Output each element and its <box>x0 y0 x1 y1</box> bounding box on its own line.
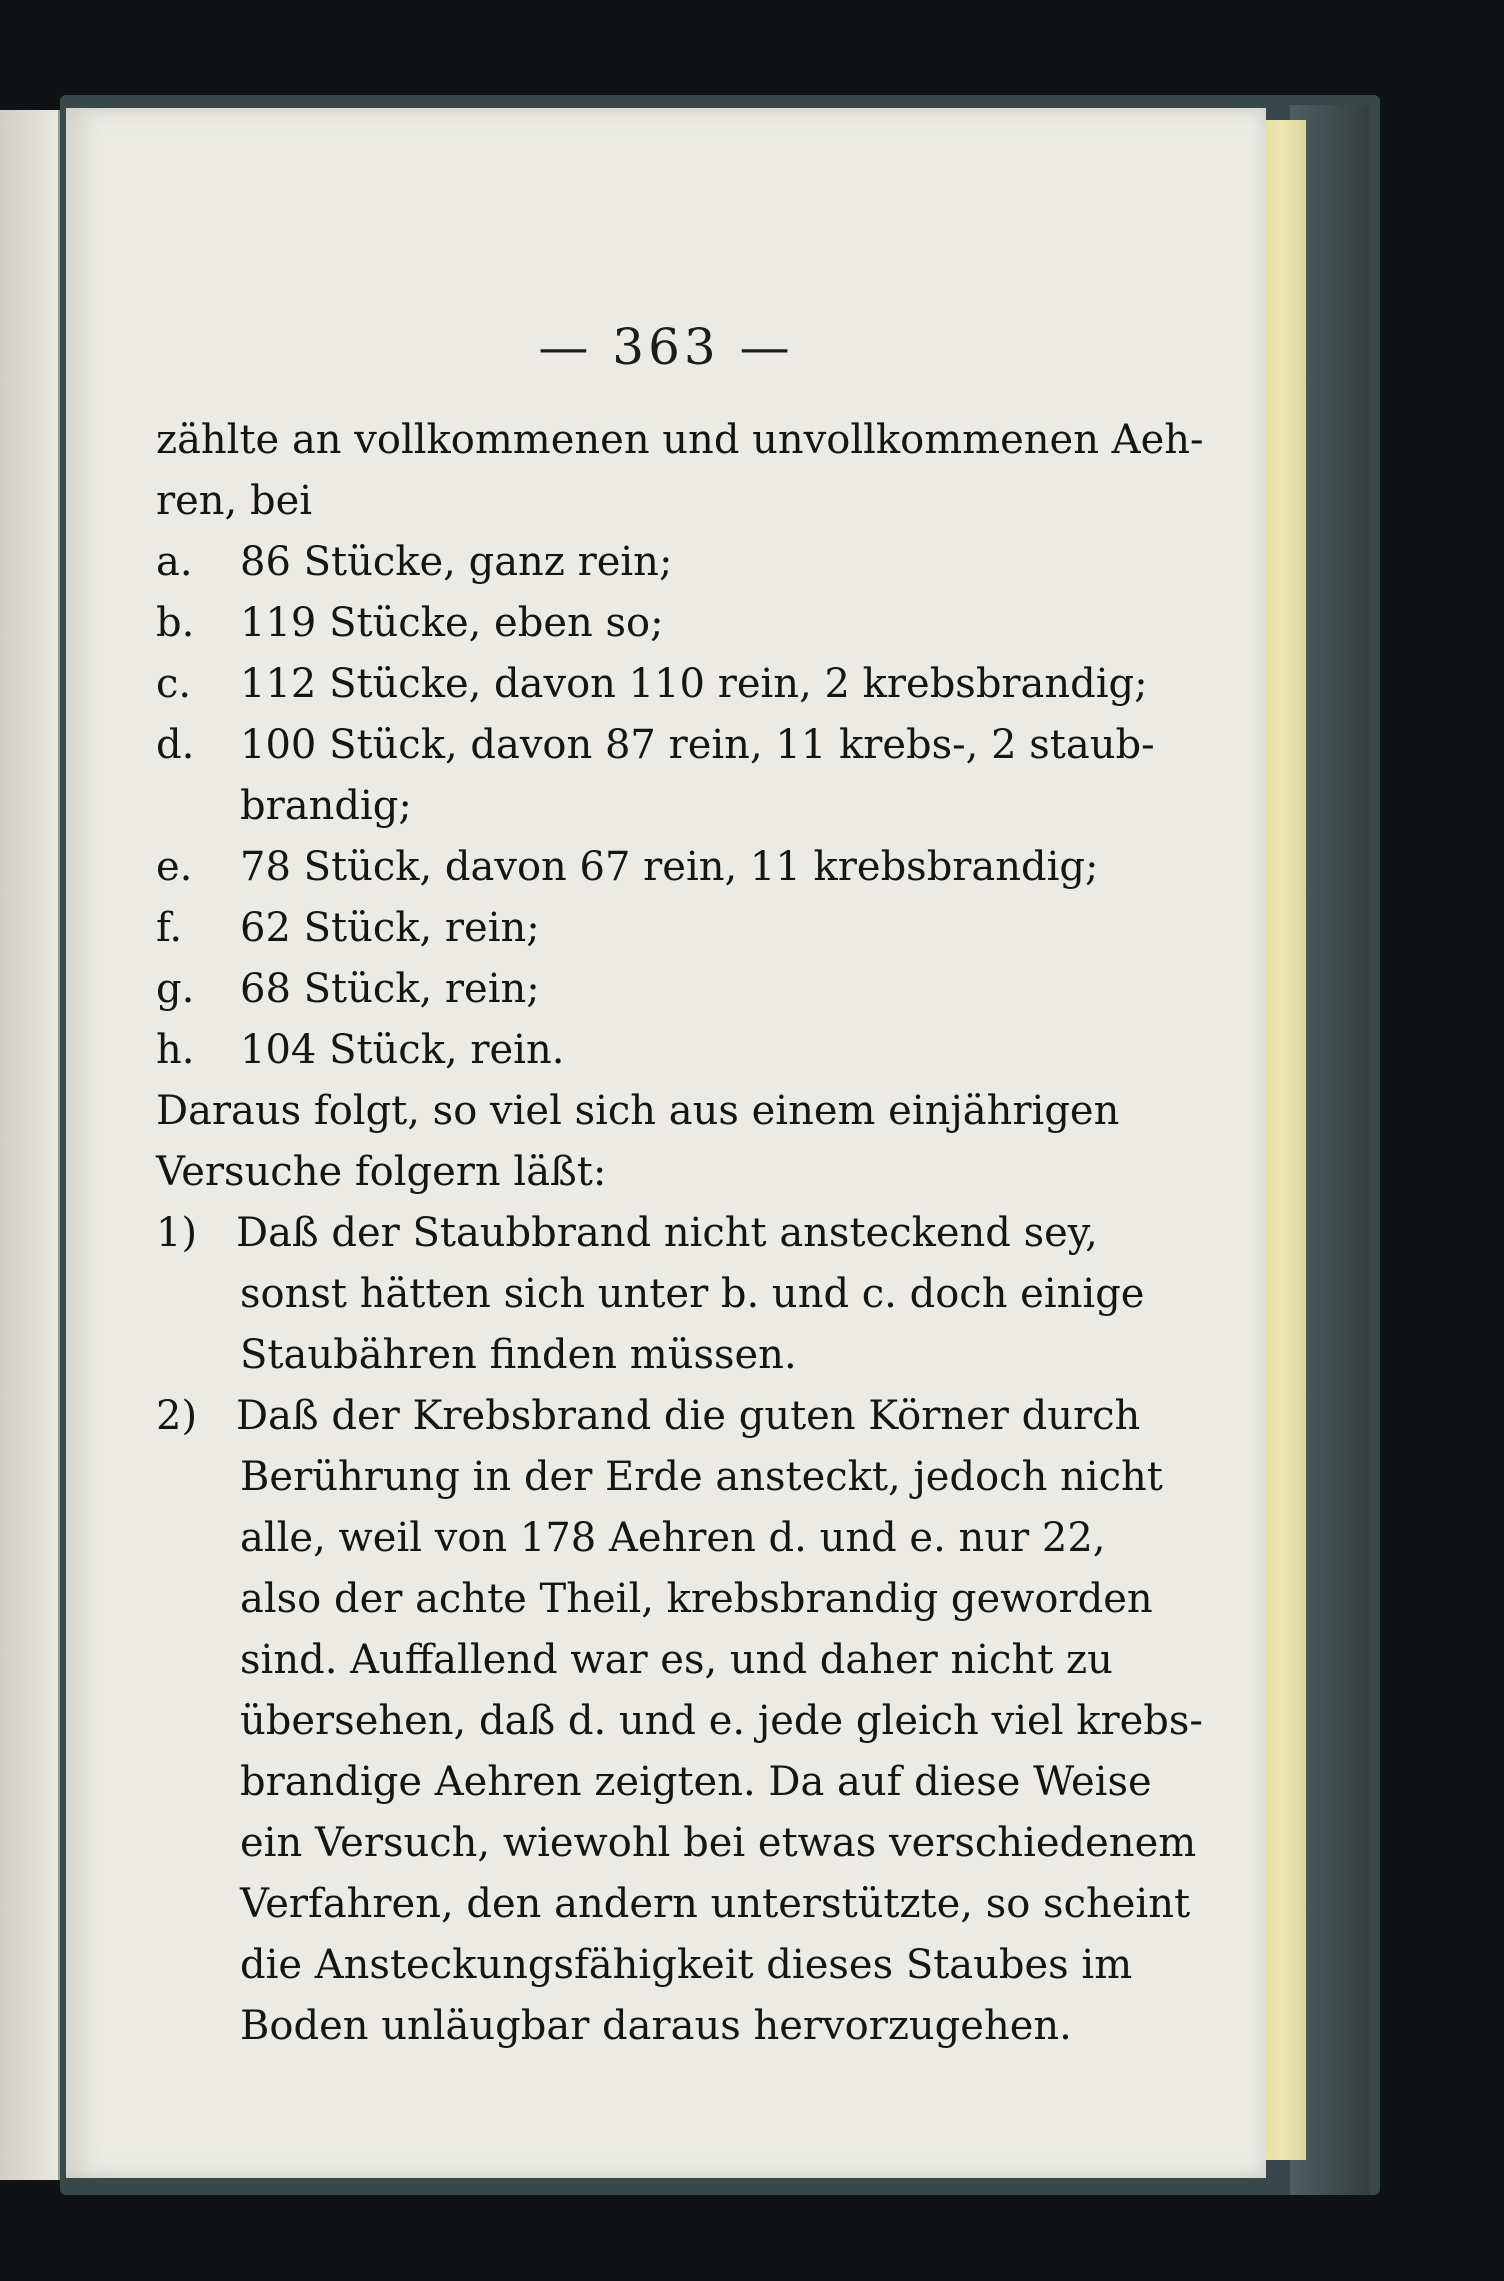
text-line: sind. Auffallend war es, und daher nicht zu <box>240 1637 1113 1683</box>
list-item: a. 86 Stücke, ganz rein; <box>156 532 1136 593</box>
text-line: sonst hätten sich unter b. und c. doch einige <box>240 1271 1145 1317</box>
list-marker: a. <box>156 539 193 585</box>
list-item: h. 104 Stück, rein. <box>156 1020 1136 1081</box>
text-line: brandige Aehren zeigten. Da auf diese Weise <box>240 1759 1152 1805</box>
text-line: alle, weil von 178 Aehren d. und e. nur 22, <box>240 1515 1106 1561</box>
text-line: Berührung in der Erde ansteckt, jedoch nicht <box>240 1454 1163 1500</box>
numbered-item: 2) Daß der Krebsbrand die guten Körner durch <box>156 1386 1136 1447</box>
list-marker: g. <box>156 966 195 1012</box>
list-item: f. 62 Stück, rein; <box>156 898 1136 959</box>
text-line: Versuche folgern läßt: <box>156 1149 607 1195</box>
list-marker: b. <box>156 600 195 646</box>
list-marker: d. <box>156 722 195 768</box>
list-marker: e. <box>156 844 193 890</box>
text-line: ein Versuch, wiewohl bei etwas verschiedenem <box>240 1820 1197 1866</box>
text-line: Staubähren finden müssen. <box>240 1332 797 1378</box>
page-number: — 363 — <box>538 318 794 376</box>
text-line: übersehen, daß d. und e. jede gleich viel krebs- <box>240 1698 1203 1744</box>
list-item: c. 112 Stücke, davon 110 rein, 2 krebsbrandig; <box>156 654 1136 715</box>
text-line: Daraus folgt, so viel sich aus einem einjährigen <box>156 1088 1120 1134</box>
text-line: zählte an vollkommenen und unvollkommenen Aeh- <box>156 417 1204 463</box>
text-line: brandig; <box>240 783 412 829</box>
numbered-item: 1) Daß der Staubbrand nicht ansteckend sey, <box>156 1203 1136 1264</box>
page-fore-edge <box>1266 120 1306 2160</box>
text-line: ren, bei <box>156 478 313 524</box>
text-line: Verfahren, den andern unterstützte, so scheint <box>240 1881 1191 1927</box>
text-line: Boden unläugbar daraus hervorzugehen. <box>240 2003 1072 2049</box>
book-page <box>66 108 1266 2178</box>
list-marker: h. <box>156 1027 195 1073</box>
left-page-edge <box>0 110 60 2180</box>
number-marker: 1) <box>156 1210 198 1256</box>
list-marker: c. <box>156 661 192 707</box>
text-line: die Ansteckungsfähigkeit dieses Staubes im <box>240 1942 1133 1988</box>
list-item: g. 68 Stück, rein; <box>156 959 1136 1020</box>
list-item: d. 100 Stück, davon 87 rein, 11 krebs-, 2 staub- <box>156 715 1136 776</box>
list-marker: f. <box>156 905 183 951</box>
page-text <box>156 410 1204 2057</box>
list-item: b. 119 Stücke, eben so; <box>156 593 1136 654</box>
text-line: also der achte Theil, krebsbrandig geworden <box>240 1576 1153 1622</box>
number-marker: 2) <box>156 1393 198 1439</box>
list-item: e. 78 Stück, davon 67 rein, 11 krebsbrandig; <box>156 837 1136 898</box>
